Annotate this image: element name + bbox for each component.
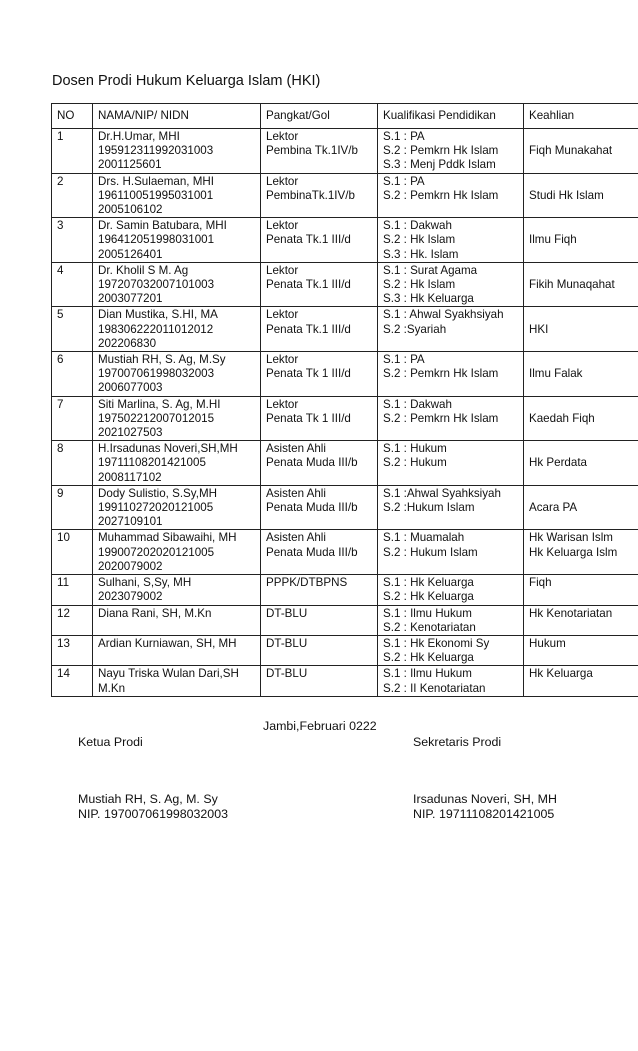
cell-education-line: S.2 : II Kenotariatan (383, 681, 486, 695)
lecturer-table (51, 103, 638, 697)
table-row (52, 605, 638, 635)
cell-name (93, 262, 261, 307)
cell-expertise-line: Fiqh (529, 576, 552, 590)
cell-rank (261, 485, 378, 530)
cell-education-line: S.1 : Hk Ekonomi Sy (383, 636, 490, 650)
cell-education-line: S.2 : Pemkrn Hk Islam (383, 188, 499, 202)
cell-expertise (524, 173, 638, 218)
cell-education (378, 666, 524, 696)
cell-rank (261, 575, 378, 605)
cell-name-line: M.Kn (98, 681, 126, 695)
cell-rank-line: Pembina Tk.1IV/b (266, 144, 358, 158)
cell-education-line: S.2 : Pemkrn Hk Islam (383, 367, 499, 381)
cell-name (93, 396, 261, 441)
cell-education-line: S.1 : PA (383, 174, 425, 188)
cell-expertise-line: Acara PA (529, 501, 578, 515)
cell-education-line: S.1 : Muamalah (383, 531, 465, 545)
cell-no: 10 (52, 530, 93, 575)
cell-rank-line: Lektor (266, 219, 299, 233)
cell-no: 14 (52, 666, 93, 696)
table-row (52, 575, 638, 605)
cell-name-line: Dian Mustika, S.HI, MA (98, 308, 218, 322)
cell-education-line: S.3 : Hk. Islam (383, 247, 459, 261)
cell-name-line: H.Irsadunas Noveri,SH,MH (98, 442, 238, 456)
cell-name-line: 197007061998032003 (98, 367, 215, 381)
cell-name-line: 202206830 (98, 336, 157, 350)
table-row (52, 396, 638, 441)
cell-education-line: S.1 : Hukum (383, 442, 447, 456)
cell-education-line: S.1 : Surat Agama (383, 263, 478, 277)
cell-education (378, 352, 524, 397)
cell-education (378, 441, 524, 486)
header-no: NO (52, 104, 93, 129)
cell-name-line: 2023079002 (98, 590, 163, 604)
cell-name-line: 199007202020121005 (98, 545, 215, 559)
cell-rank (261, 173, 378, 218)
cell-education-line: S.2 : Hukum Islam (383, 545, 478, 559)
cell-education-line: S.1 : Ahwal Syakhsiyah (383, 308, 504, 322)
cell-name (93, 173, 261, 218)
cell-rank-line: DT-BLU (266, 636, 308, 650)
cell-rank-line: PPPK/DTBPNS (266, 576, 348, 590)
cell-education-line: S.1 : Ilmu Hukum (383, 606, 472, 620)
cell-rank-line: PembinaTk.1IV/b (266, 188, 355, 202)
cell-education-line: S.2 :Syariah (383, 322, 447, 336)
cell-name-line: Dr. Samin Batubara, MHI (98, 219, 227, 233)
cell-name-line: 196110051995031001 (98, 188, 214, 202)
cell-education (378, 173, 524, 218)
cell-rank (261, 396, 378, 441)
cell-name-line: 2021027503 (98, 426, 163, 440)
cell-education-line: S.2 : Hk Islam (383, 278, 456, 292)
cell-name-line: Ardian Kurniawan, SH, MH (98, 636, 237, 650)
cell-name (93, 530, 261, 575)
header-name: NAMA/NIP/ NIDN (93, 104, 261, 129)
cell-rank-line: Lektor (266, 308, 299, 322)
cell-education-line: S.2 : Kenotariatan (383, 620, 476, 634)
cell-expertise (524, 129, 638, 174)
table-row (52, 635, 638, 665)
cell-education (378, 530, 524, 575)
cell-name-line: Diana Rani, SH, M.Kn (98, 606, 212, 620)
cell-no: 5 (52, 307, 93, 352)
cell-expertise-line: Kaedah Fiqh (529, 411, 595, 425)
cell-expertise-line: Hk Kenotariatan (529, 606, 613, 620)
cell-expertise (524, 218, 638, 263)
cell-education (378, 635, 524, 665)
cell-rank (261, 129, 378, 174)
cell-education-line: S.2 : Hukum (383, 456, 447, 470)
cell-rank-line: Lektor (266, 353, 299, 367)
cell-name (93, 129, 261, 174)
cell-education-line: S.2 : Pemkrn Hk Islam (383, 144, 499, 158)
cell-education-line: S.2 :Hukum Islam (383, 501, 475, 515)
cell-no: 11 (52, 575, 93, 605)
cell-rank (261, 635, 378, 665)
cell-expertise (524, 530, 638, 575)
cell-education (378, 396, 524, 441)
cell-education-line: S.1 :Ahwal Syahksiyah (383, 486, 501, 500)
cell-name (93, 218, 261, 263)
cell-rank-line: Asisten Ahli (266, 442, 326, 456)
table-row (52, 307, 638, 352)
cell-expertise (524, 262, 638, 307)
cell-name-line: 199110272020121005 (98, 501, 214, 515)
table-row (52, 129, 638, 174)
cell-education (378, 605, 524, 635)
secretary-name: Irsadunas Noveri, SH, MH (413, 792, 557, 806)
cell-name-line: Dr.H.Umar, MHI (98, 130, 180, 143)
cell-rank-line: Penata Tk.1 III/d (266, 233, 351, 247)
cell-education (378, 307, 524, 352)
cell-name-line: 197207032007101003 (98, 278, 215, 292)
cell-name (93, 605, 261, 635)
document-title: Dosen Prodi Hukum Keluarga Islam (HKI) (52, 73, 321, 89)
cell-expertise-line: Studi Hk Islam (529, 188, 604, 202)
cell-expertise (524, 352, 638, 397)
cell-name-line: 19711108201421005 (98, 456, 206, 470)
cell-rank (261, 262, 378, 307)
cell-rank-line: DT-BLU (266, 667, 308, 681)
table-header-row (52, 104, 638, 129)
cell-rank-line: Lektor (266, 263, 299, 277)
cell-education-line: S.2 : Hk Islam (383, 233, 456, 247)
cell-expertise (524, 575, 638, 605)
cell-education-line: S.1 : Dakwah (383, 219, 452, 233)
cell-education (378, 218, 524, 263)
cell-rank (261, 605, 378, 635)
cell-no: 6 (52, 352, 93, 397)
cell-rank-line: Penata Tk 1 III/d (266, 411, 351, 425)
cell-name-line: Mustiah RH, S. Ag, M.Sy (98, 353, 226, 367)
cell-rank (261, 441, 378, 486)
cell-education-line: S.1 : Ilmu Hukum (383, 667, 472, 681)
cell-education-line: S.1 : Dakwah (383, 397, 452, 411)
cell-rank-line: Penata Tk 1 III/d (266, 367, 351, 381)
cell-expertise-line: Fiqh Munakahat (529, 144, 613, 158)
cell-rank (261, 352, 378, 397)
cell-name-line: 2001125601 (98, 158, 162, 172)
cell-rank (261, 530, 378, 575)
cell-rank (261, 666, 378, 696)
cell-name-line: 2008117102 (98, 470, 162, 484)
cell-education (378, 129, 524, 174)
cell-name-line: 2020079002 (98, 559, 163, 573)
cell-name (93, 352, 261, 397)
table-row (52, 485, 638, 530)
cell-education (378, 575, 524, 605)
cell-rank-line: Asisten Ahli (266, 486, 326, 500)
cell-name (93, 666, 261, 696)
cell-education-line: S.3 : Hk Keluarga (383, 292, 474, 306)
table-row (52, 173, 638, 218)
cell-no: 13 (52, 635, 93, 665)
cell-name-line: 2006077003 (98, 381, 163, 395)
table-row (52, 352, 638, 397)
head-title: Ketua Prodi (78, 735, 143, 749)
cell-name-line: 196412051998031001 (98, 233, 215, 247)
header-expertise: Keahlian (524, 104, 638, 129)
cell-name (93, 307, 261, 352)
cell-education-line: S.3 : Menj Pddk Islam (383, 158, 496, 172)
cell-no: 2 (52, 173, 93, 218)
table-row (52, 666, 638, 696)
cell-name-line: 197502212007012015 (98, 411, 215, 425)
place-date: Jambi,Februari 0222 (263, 719, 377, 733)
cell-name-line: 198306222011012012 (98, 322, 214, 336)
cell-no: 1 (52, 129, 93, 174)
cell-name-line: Dody Sulistio, S.Sy,MH (98, 486, 217, 500)
cell-rank-line: Penata Muda III/b (266, 456, 358, 470)
cell-education-line: S.2 : Pemkrn Hk Islam (383, 411, 499, 425)
cell-name-line: 195912311992031003 (98, 144, 214, 158)
table-row (52, 262, 638, 307)
header-education: Kualifikasi Pendidikan (378, 104, 524, 129)
cell-no: 9 (52, 485, 93, 530)
cell-expertise-line: Ilmu Falak (529, 367, 583, 381)
cell-name-line: Dr. Kholil S M. Ag (98, 263, 189, 277)
cell-name-line: Nayu Triska Wulan Dari,SH (98, 667, 239, 681)
cell-expertise-line: Ilmu Fiqh (529, 233, 577, 247)
cell-name (93, 575, 261, 605)
cell-expertise-line: Hk Perdata (529, 456, 587, 470)
table-row (52, 441, 638, 486)
cell-expertise-line: Hk Keluarga Islm (529, 545, 618, 559)
head-name: Mustiah RH, S. Ag, M. Sy (78, 792, 218, 806)
cell-rank (261, 307, 378, 352)
cell-expertise (524, 441, 638, 486)
header-rank: Pangkat/Gol (261, 104, 378, 129)
cell-name (93, 485, 261, 530)
cell-no: 12 (52, 605, 93, 635)
cell-education-line: S.1 : PA (383, 353, 425, 367)
cell-rank-line: Lektor (266, 397, 299, 411)
cell-rank-line: Lektor (266, 174, 299, 188)
cell-education-line: S.2 : Hk Keluarga (383, 590, 474, 604)
cell-education-line: S.1 : Hk Keluarga (383, 576, 474, 590)
cell-rank (261, 218, 378, 263)
cell-rank-line: Penata Muda III/b (266, 545, 358, 559)
cell-expertise (524, 605, 638, 635)
table-row (52, 530, 638, 575)
cell-rank-line: Asisten Ahli (266, 531, 326, 545)
cell-expertise-line: Hk Keluarga (529, 667, 593, 681)
cell-expertise-line: Fikih Munaqahat (529, 278, 615, 292)
cell-rank-line: DT-BLU (266, 606, 308, 620)
head-nip: NIP. 197007061998032003 (78, 807, 228, 821)
cell-education (378, 485, 524, 530)
cell-no: 7 (52, 396, 93, 441)
cell-rank-line: Penata Muda III/b (266, 501, 358, 515)
cell-name-line: Sulhani, S,Sy, MH (98, 576, 192, 590)
cell-expertise (524, 666, 638, 696)
cell-name-line: Muhammad Sibawaihi, MH (98, 531, 237, 545)
cell-expertise (524, 307, 638, 352)
cell-name-line: 2005126401 (98, 247, 163, 261)
cell-education (378, 262, 524, 307)
cell-name (93, 441, 261, 486)
table-row (52, 218, 638, 263)
secretary-nip: NIP. 19711108201421005 (413, 807, 555, 821)
cell-rank-line: Penata Tk.1 III/d (266, 322, 351, 336)
cell-expertise-line: Hk Warisan Islm (529, 531, 613, 545)
cell-expertise (524, 396, 638, 441)
cell-expertise-line: HKI (529, 322, 549, 336)
cell-no: 4 (52, 262, 93, 307)
cell-expertise (524, 485, 638, 530)
cell-expertise (524, 635, 638, 665)
cell-name-line: 2003077201 (98, 292, 163, 306)
cell-education-line: S.1 : PA (383, 130, 425, 143)
cell-name-line: Drs. H.Sulaeman, MHI (98, 174, 214, 188)
cell-name-line: 2005106102 (98, 203, 163, 217)
cell-name (93, 635, 261, 665)
cell-name-line: 2027109101 (98, 515, 163, 529)
cell-rank-line: Lektor (266, 130, 299, 143)
cell-expertise-line: Hukum (529, 636, 566, 650)
cell-no: 3 (52, 218, 93, 263)
cell-name-line: Siti Marlina, S. Ag, M.HI (98, 397, 221, 411)
cell-rank-line: Penata Tk.1 III/d (266, 278, 351, 292)
cell-education-line: S.2 : Hk Keluarga (383, 651, 474, 665)
cell-no: 8 (52, 441, 93, 486)
secretary-title: Sekretaris Prodi (413, 735, 502, 749)
